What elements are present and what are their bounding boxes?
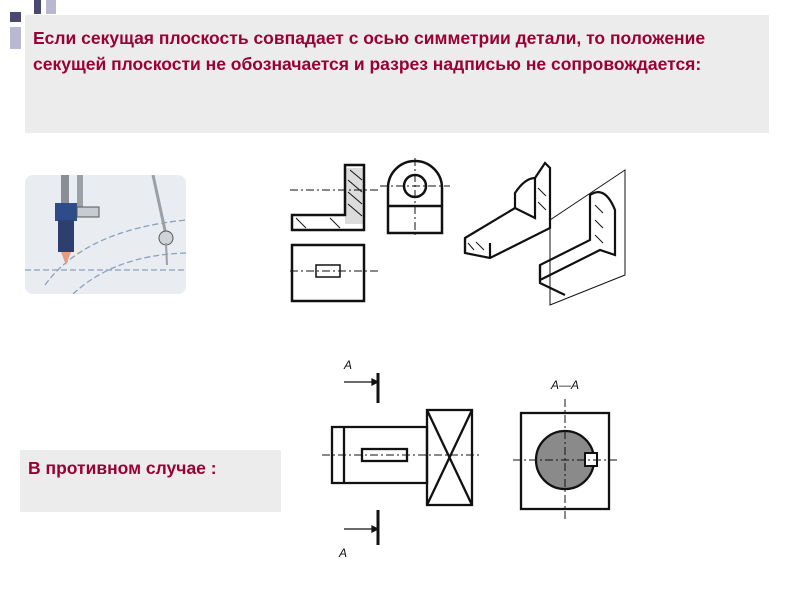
note-text: В противном случае :: [28, 458, 217, 478]
orthographic-views-drawing: [290, 160, 390, 290]
note-panel: [20, 450, 281, 512]
section-a-a-drawing: [513, 375, 623, 525]
deco-square-4: [46, 0, 56, 14]
section-label-top: А: [344, 358, 353, 372]
labelled-section-drawing: [322, 355, 482, 575]
deco-square-1: [10, 12, 21, 22]
header-panel: [25, 15, 769, 133]
drafting-tools-image: [25, 175, 186, 294]
front-view-drawing: [380, 158, 450, 238]
deco-square-3: [34, 0, 41, 14]
isometric-cut-view-drawing: [535, 165, 635, 305]
drafting-tools-illustration: [25, 175, 186, 294]
deco-square-2: [10, 27, 21, 49]
section-title-a-a: А—А: [551, 378, 580, 392]
section-label-bottom: А: [339, 546, 348, 560]
header-text: Если секущая плоскость совпадает с осью симметрии детали, то положение секущей плоскости не обозначается и разрез надписью не сопровождается:: [33, 28, 706, 74]
